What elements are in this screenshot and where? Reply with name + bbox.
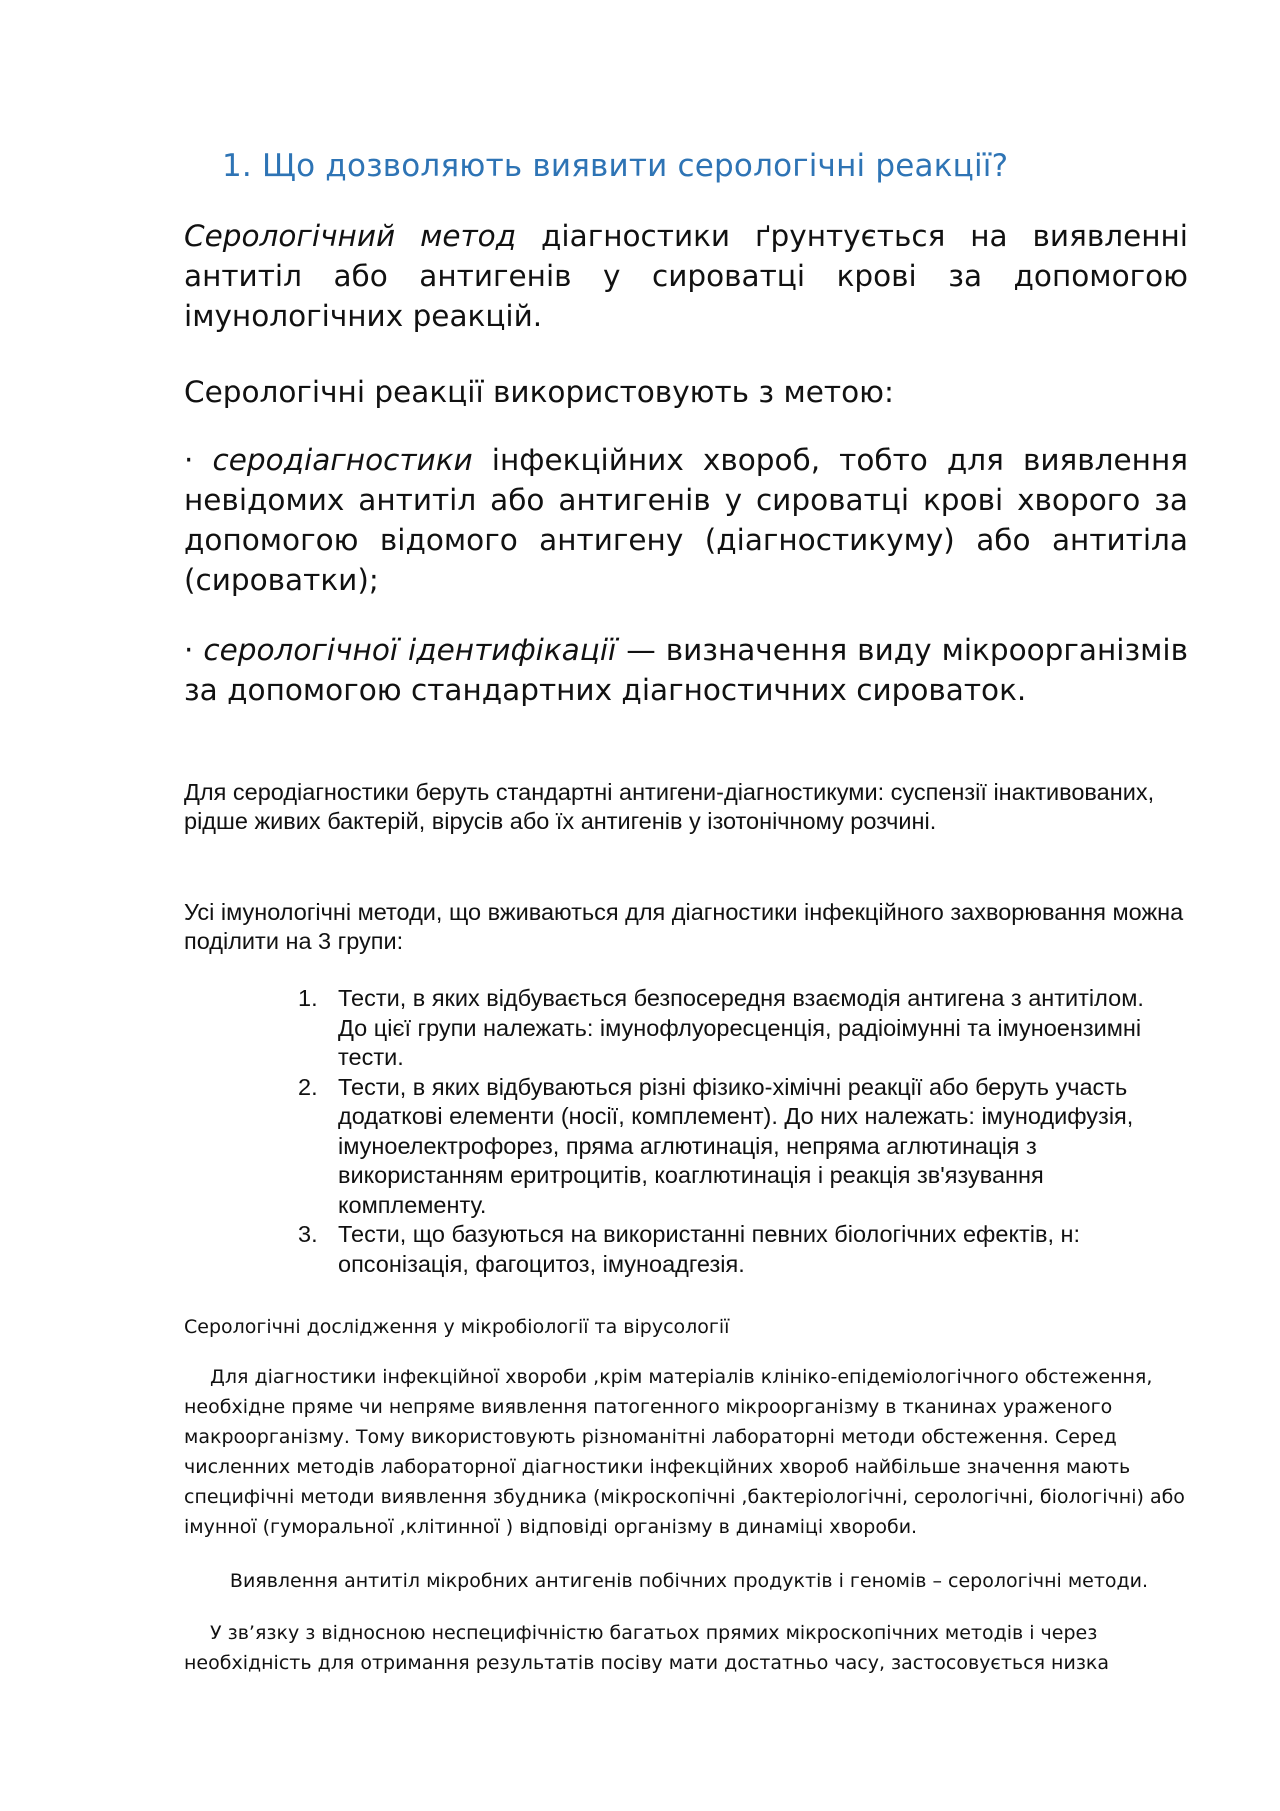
purpose-title: Серологічні реакції використовують з метою:: [184, 375, 894, 409]
heading-number: 1.: [222, 148, 252, 184]
intro-paragraph: [184, 216, 1188, 336]
purpose-bullet: ·: [184, 443, 194, 477]
section-paragraph: У зв’язку з відносною неспецифічністю багатьох прямих мікроскопічних методів і через необхідність для отримання результатів посіву мати достатньо часу, застосовується низка: [184, 1622, 1110, 1674]
purpose-text: — визначення виду мікроорганізмів за допомогою стандартних діагностичних сироваток.: [184, 633, 1188, 707]
purpose-term: серодіагностики: [212, 443, 473, 477]
groups-list: [298, 984, 1178, 1279]
groups-intro: Усі імунологічні методи, що вживаються для діагностики інфекційного захворювання можна поділити на 3 групи:: [184, 899, 1184, 954]
serodiagnostics-paragraph: Для серодіагностики беруть стандартні антигени-діагностикуми: суспензії інактивованих, рідше живих бактерій, вірусів або їх антигенів у ізотонічному розчині.: [184, 779, 1155, 834]
section-paragraph: Виявлення антитіл мікробних антигенів побічних продуктів і геномів – серологічні методи.: [229, 1570, 1149, 1592]
intro-term: Серологічний метод: [184, 219, 517, 253]
section-title: Серологічні дослідження у мікробіології та вірусології: [184, 1316, 730, 1338]
list-number: 3.: [298, 1221, 318, 1247]
purpose-term: серологічної ідентифікації: [203, 633, 617, 667]
list-item: [298, 984, 1178, 1073]
purpose-text: інфекційних хвороб, тобто для виявлення невідомих антитіл або антигенів у сироватці крові хворого за допомогою відомого антигену (діагностикуму) або антитіла (сироватки);: [184, 443, 1188, 597]
list-text: Тести, що базуються на використанні певних біологічних ефектів, н: опсонізація, фагоцитоз, імуноадгезія.: [338, 1221, 1081, 1277]
page-title: [222, 148, 1008, 184]
purpose-bullet: ·: [184, 633, 194, 667]
intro-text: діагностики ґрунтується на виявленні антитіл або антигенів у сироватці крові за допомогою імунологічних реакцій.: [184, 219, 1188, 333]
list-text: Тести, в яких відбувається безпосередня взаємодія антигена з антитілом. До цієї групи належать: імунофлуоресценція, радіоімунні та імуноензимні тести.: [338, 985, 1144, 1070]
heading-text: Що дозволяють виявити серологічні реакції?: [261, 148, 1009, 184]
list-text: Тести, в яких відбуваються різні фізико-хімічні реакції або беруть участь додаткові елементи (носії, комплемент). До них належать: імунодифузія, імуноелектрофорез, пряма аглютинація, непряма аглютинація з використанням еритроцитів, коаглютинація і реакція зв'язування комплементу.: [338, 1073, 1134, 1218]
list-item: [298, 1220, 1178, 1279]
list-item: [298, 1073, 1178, 1221]
section-paragraph: Для діагностики інфекційної хвороби ,крім матеріалів клініко-епідеміологічного обстеження, необхідне пряме чи непряме виявлення патогенного мікроорганізму в тканинах ураженого макроорганізму. Тому використовують різноманітні лабораторні методи обстеження. Серед численних методів лабораторної діагностики інфекційних хвороб найбільше значення мають специфічні методи виявлення збудника (мікроскопічні ,бактеріологічні, серологічні, біологічні) або імунної (гуморальної ,клітинної ) відповіді організму в динаміці хвороби.: [184, 1366, 1185, 1538]
purpose-item: [184, 440, 1188, 600]
purpose-item: [184, 630, 1188, 710]
list-number: 1.: [298, 985, 318, 1011]
list-number: 2.: [298, 1073, 318, 1100]
